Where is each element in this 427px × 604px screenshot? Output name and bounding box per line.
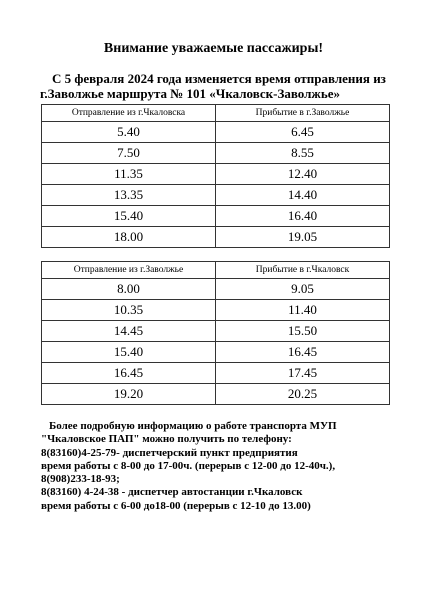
arrival-time: 8.55 — [216, 143, 390, 164]
arrival-time: 19.05 — [216, 227, 390, 248]
arrival-time: 11.40 — [216, 300, 390, 321]
schedule-change-notice — [40, 71, 400, 101]
departure-time: 8.00 — [42, 279, 216, 300]
departure-time: 11.35 — [42, 164, 216, 185]
arrival-time: 15.50 — [216, 321, 390, 342]
column-header-departure: Отправление из г.Заволжье — [42, 262, 216, 279]
contact-line: время работы с 8-00 до 17-00ч. (перерыв с 12-00 до 12-40ч.), — [41, 459, 336, 472]
table-header-row — [42, 262, 390, 279]
arrival-time: 14.40 — [216, 185, 390, 206]
column-header-arrival: Прибытие в г.Заволжье — [216, 105, 390, 122]
column-header-arrival: Прибытие в г.Чкаловск — [216, 262, 390, 279]
contact-line: Более подробную информацию о работе транспорта МУП — [49, 420, 337, 432]
contact-line: "Чкаловское ПАП" можно получить по телефону: — [41, 433, 292, 446]
table-row — [42, 185, 390, 206]
departure-time: 16.45 — [42, 363, 216, 384]
departure-time: 5.40 — [42, 122, 216, 143]
table-row — [42, 122, 390, 143]
contact-line-dispatcher-phone: 8(83160)4-25-79- диспетчерский пункт предприятия — [41, 446, 298, 459]
departure-time: 14.45 — [42, 321, 216, 342]
contact-line-mobile-phone: 8(908)233-18-93; — [41, 473, 120, 486]
departure-time: 15.40 — [42, 342, 216, 363]
notice-line-1: С 5 февраля 2024 года изменяется время отправления из — [52, 71, 386, 86]
table-row — [42, 363, 390, 384]
schedule-table-chkalovsk-zavolzhye — [41, 104, 390, 248]
table-row — [42, 384, 390, 405]
departure-time: 19.20 — [42, 384, 216, 405]
arrival-time: 6.45 — [216, 122, 390, 143]
departure-time: 18.00 — [42, 227, 216, 248]
contact-line-bus-station-phone: 8(83160) 4-24-38 - диспетчер автостанции г.Чкаловск — [41, 486, 303, 499]
arrival-time: 17.45 — [216, 363, 390, 384]
table-row — [42, 321, 390, 342]
table-row — [42, 164, 390, 185]
table-row — [42, 143, 390, 164]
schedule-table-zavolzhye-chkalovsk — [41, 261, 390, 405]
table-row — [42, 206, 390, 227]
table-row — [42, 279, 390, 300]
arrival-time: 16.40 — [216, 206, 390, 227]
table-row — [42, 342, 390, 363]
table-row — [42, 300, 390, 321]
contact-info — [41, 420, 411, 513]
departure-time: 13.35 — [42, 185, 216, 206]
column-header-departure: Отправление из г.Чкаловска — [42, 105, 216, 122]
arrival-time: 9.05 — [216, 279, 390, 300]
table-row — [42, 227, 390, 248]
arrival-time: 16.45 — [216, 342, 390, 363]
arrival-time: 20.25 — [216, 384, 390, 405]
departure-time: 15.40 — [42, 206, 216, 227]
page-title: Внимание уважаемые пассажиры! — [103, 41, 324, 56]
table-header-row — [42, 105, 390, 122]
notice-line-2: г.Заволжье маршрута № 101 «Чкаловск-Заволжье» — [40, 86, 340, 101]
arrival-time: 12.40 — [216, 164, 390, 185]
departure-time: 10.35 — [42, 300, 216, 321]
departure-time: 7.50 — [42, 143, 216, 164]
contact-line: время работы с 6-00 до18-00 (перерыв с 12-10 до 13.00) — [41, 499, 311, 512]
